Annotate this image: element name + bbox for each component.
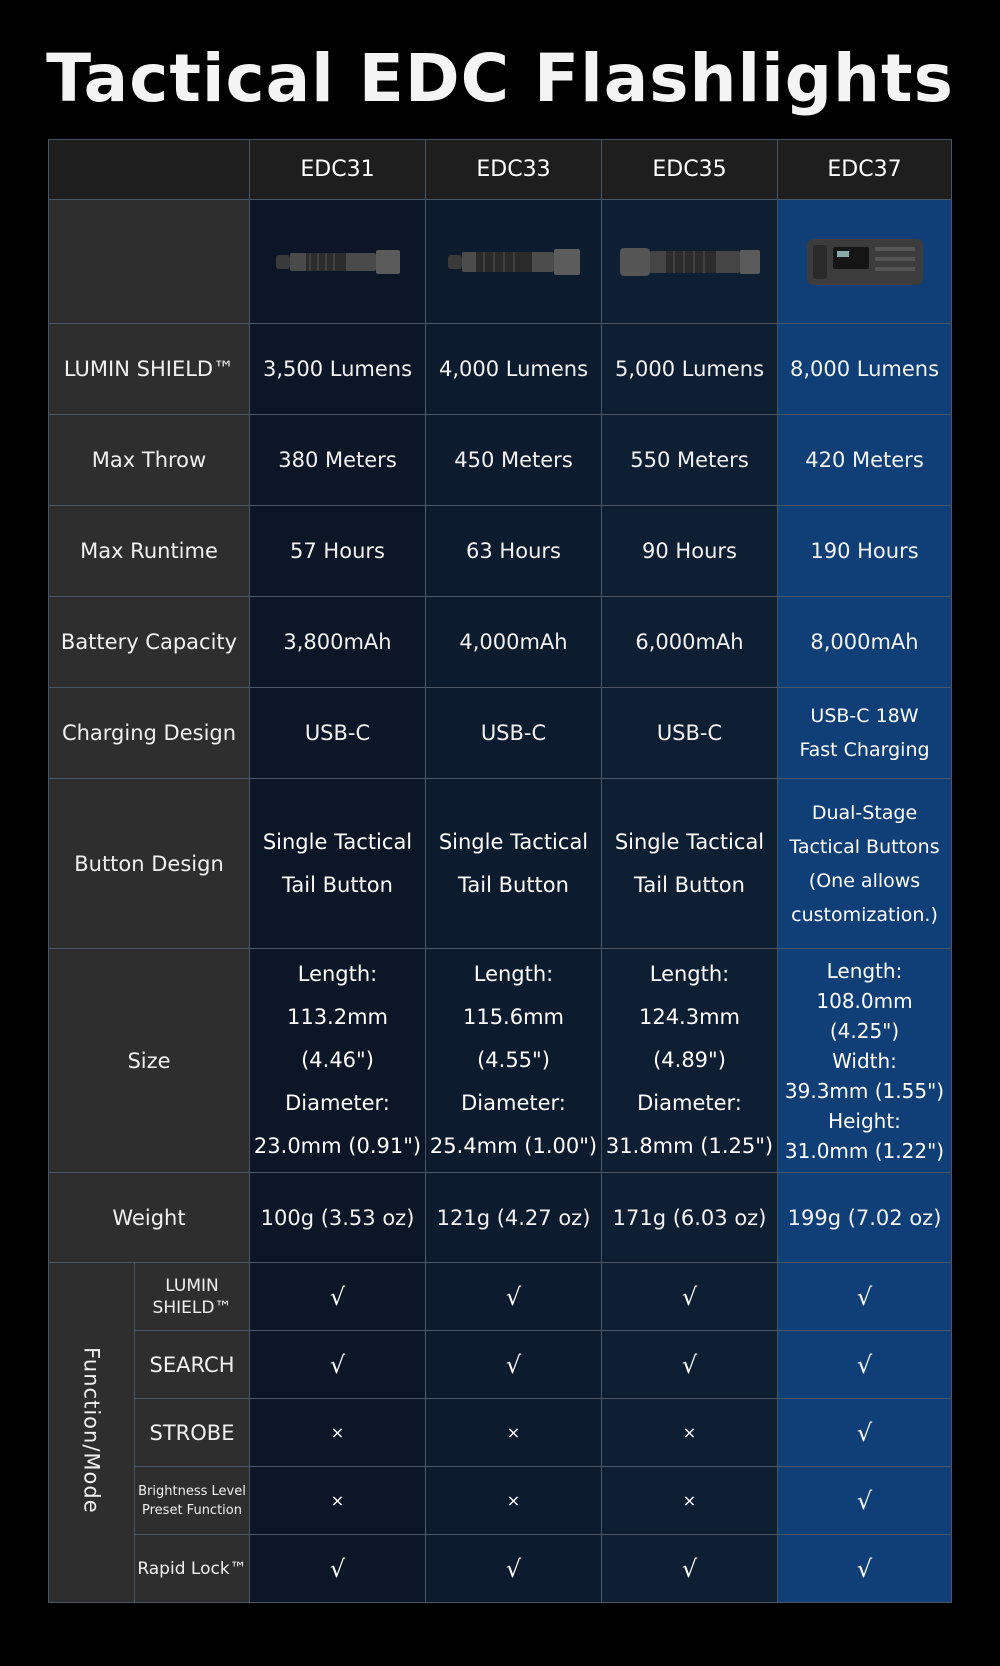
battery-edc37: 8,000mAh (778, 597, 952, 688)
product-image-edc35 (602, 200, 778, 324)
function-label-search: SEARCH (135, 1331, 250, 1399)
button-edc35-line: Single Tactical (614, 829, 765, 854)
button-row (49, 779, 952, 949)
button-label: Button Design (49, 779, 250, 949)
throw-edc33: 450 Meters (426, 415, 602, 506)
header-corner (49, 140, 250, 200)
function-group-label-cell (49, 1263, 135, 1603)
button-edc33 (426, 779, 602, 949)
size-edc33 (426, 949, 602, 1173)
product-image-edc31 (250, 200, 426, 324)
cross-mark: × (250, 1399, 426, 1467)
size-edc31 (250, 949, 426, 1173)
weight-edc35: 171g (6.03 oz) (602, 1173, 778, 1263)
size-row (49, 949, 952, 1173)
size-edc31-line: Length: (297, 962, 378, 986)
charging-edc35: USB-C (602, 688, 778, 779)
size-edc35-line: Length: (649, 962, 730, 986)
flashlight-edc35-image (620, 242, 760, 282)
size-edc33-line: 25.4mm (1.00") (429, 1134, 598, 1158)
throw-edc35: 550 Meters (602, 415, 778, 506)
charging-edc31: USB-C (250, 688, 426, 779)
size-edc31-line: 113.2mm (4.46") (286, 1005, 389, 1072)
charging-edc37-line: USB-C 18W (810, 705, 919, 727)
cross-mark: × (426, 1399, 602, 1467)
button-edc37-line: (One allows (808, 869, 921, 892)
size-edc35-line: 31.8mm (1.25") (605, 1134, 774, 1158)
lumens-edc37: 8,000 Lumens (778, 324, 952, 415)
cross-mark: × (602, 1399, 778, 1467)
throw-row (49, 415, 952, 506)
flashlight-edc33-image (448, 246, 580, 278)
function-row-rapid-lock (49, 1535, 952, 1603)
check-mark: √ (602, 1535, 778, 1603)
battery-label: Battery Capacity (49, 597, 250, 688)
model-name-edc31: EDC31 (250, 140, 426, 200)
product-image-row (49, 200, 952, 324)
check-mark: √ (778, 1467, 952, 1535)
function-label-strobe: STROBE (135, 1399, 250, 1467)
flashlight-edc37-image (805, 235, 925, 289)
button-edc31-line: Single Tactical (262, 829, 413, 854)
product-image-edc33 (426, 200, 602, 324)
weight-edc37: 199g (7.02 oz) (778, 1173, 952, 1263)
function-row-strobe (49, 1399, 952, 1467)
check-mark: √ (250, 1263, 426, 1331)
size-edc35-line: 124.3mm (4.89") (638, 1005, 741, 1072)
button-edc31-line: Tail Button (282, 872, 393, 897)
size-edc33-line: Diameter: (461, 1091, 566, 1115)
button-edc33-line: Tail Button (458, 872, 569, 897)
runtime-edc35: 90 Hours (602, 506, 778, 597)
check-mark: √ (778, 1399, 952, 1467)
function-row-brightness-preset (49, 1467, 952, 1535)
size-edc33-line: Length: (473, 962, 554, 986)
throw-label: Max Throw (49, 415, 250, 506)
runtime-label: Max Runtime (49, 506, 250, 597)
check-mark: √ (250, 1535, 426, 1603)
button-edc37-line: Dual-Stage (811, 801, 918, 824)
size-edc37-line: Width: (832, 1048, 897, 1073)
size-edc37-line: Length: (826, 958, 903, 983)
size-edc37 (778, 949, 952, 1173)
size-edc37-line: 31.0mm (1.22") (784, 1138, 945, 1163)
size-edc35 (602, 949, 778, 1173)
weight-edc33: 121g (4.27 oz) (426, 1173, 602, 1263)
button-edc35-line: Tail Button (634, 872, 745, 897)
weight-row (49, 1173, 952, 1263)
lumens-row (49, 324, 952, 415)
size-edc37-line: Height: (828, 1108, 901, 1133)
weight-edc31: 100g (3.53 oz) (250, 1173, 426, 1263)
runtime-row (49, 506, 952, 597)
size-edc33-line: 115.6mm (4.55") (462, 1005, 565, 1072)
size-edc35-line: Diameter: (637, 1091, 742, 1115)
charging-edc37-line: Fast Charging (799, 739, 930, 761)
check-mark: √ (778, 1535, 952, 1603)
model-header-row (49, 140, 952, 200)
charging-label: Charging Design (49, 688, 250, 779)
check-mark: √ (250, 1331, 426, 1399)
charging-edc33: USB-C (426, 688, 602, 779)
runtime-edc33: 63 Hours (426, 506, 602, 597)
check-mark: √ (602, 1331, 778, 1399)
charging-row (49, 688, 952, 779)
size-edc37-line: 108.0mm (4.25") (816, 988, 913, 1043)
button-edc37-line: customization.) (791, 903, 938, 926)
check-mark: √ (778, 1331, 952, 1399)
throw-edc37: 420 Meters (778, 415, 952, 506)
lumens-edc33: 4,000 Lumens (426, 324, 602, 415)
function-label-line: Preset Function (142, 1502, 242, 1518)
check-mark: √ (778, 1263, 952, 1331)
button-edc35 (602, 779, 778, 949)
comparison-table (48, 139, 952, 1603)
cross-mark: × (250, 1467, 426, 1535)
page-title: Tactical EDC Flashlights (46, 40, 954, 117)
button-edc37 (778, 779, 952, 949)
function-label-rapid-lock: Rapid Lock™ (135, 1535, 250, 1603)
function-group-label: Function/Mode (79, 1347, 104, 1514)
function-row-lumin-shield (49, 1263, 952, 1331)
check-mark: √ (602, 1263, 778, 1331)
flashlight-edc31-image (276, 247, 400, 277)
model-name-edc35: EDC35 (602, 140, 778, 200)
lumens-edc35: 5,000 Lumens (602, 324, 778, 415)
size-label: Size (49, 949, 250, 1173)
button-edc31 (250, 779, 426, 949)
image-row-label (49, 200, 250, 324)
battery-edc31: 3,800mAh (250, 597, 426, 688)
lumens-edc31: 3,500 Lumens (250, 324, 426, 415)
function-label-line: Brightness Level (138, 1483, 246, 1499)
battery-row (49, 597, 952, 688)
model-name-edc37: EDC37 (778, 140, 952, 200)
runtime-edc37: 190 Hours (778, 506, 952, 597)
battery-edc35: 6,000mAh (602, 597, 778, 688)
size-edc31-line: 23.0mm (0.91") (253, 1134, 422, 1158)
button-edc33-line: Single Tactical (438, 829, 589, 854)
product-image-edc37 (778, 200, 952, 324)
button-edc37-line: Tactical Buttons (789, 835, 940, 858)
check-mark: √ (426, 1535, 602, 1603)
size-edc37-line: 39.3mm (1.55") (784, 1078, 945, 1103)
function-row-search (49, 1331, 952, 1399)
runtime-edc31: 57 Hours (250, 506, 426, 597)
function-label-lumin-shield (135, 1263, 250, 1331)
function-label-brightness-preset (135, 1467, 250, 1535)
lumens-label: LUMIN SHIELD™ (49, 324, 250, 415)
weight-label: Weight (49, 1173, 250, 1263)
function-label-line: LUMIN (165, 1275, 219, 1296)
cross-mark: × (602, 1467, 778, 1535)
model-name-edc33: EDC33 (426, 140, 602, 200)
function-label-line: SHIELD™ (152, 1297, 232, 1318)
check-mark: √ (426, 1331, 602, 1399)
size-edc31-line: Diameter: (285, 1091, 390, 1115)
battery-edc33: 4,000mAh (426, 597, 602, 688)
cross-mark: × (426, 1467, 602, 1535)
charging-edc37 (778, 688, 952, 779)
check-mark: √ (426, 1263, 602, 1331)
throw-edc31: 380 Meters (250, 415, 426, 506)
